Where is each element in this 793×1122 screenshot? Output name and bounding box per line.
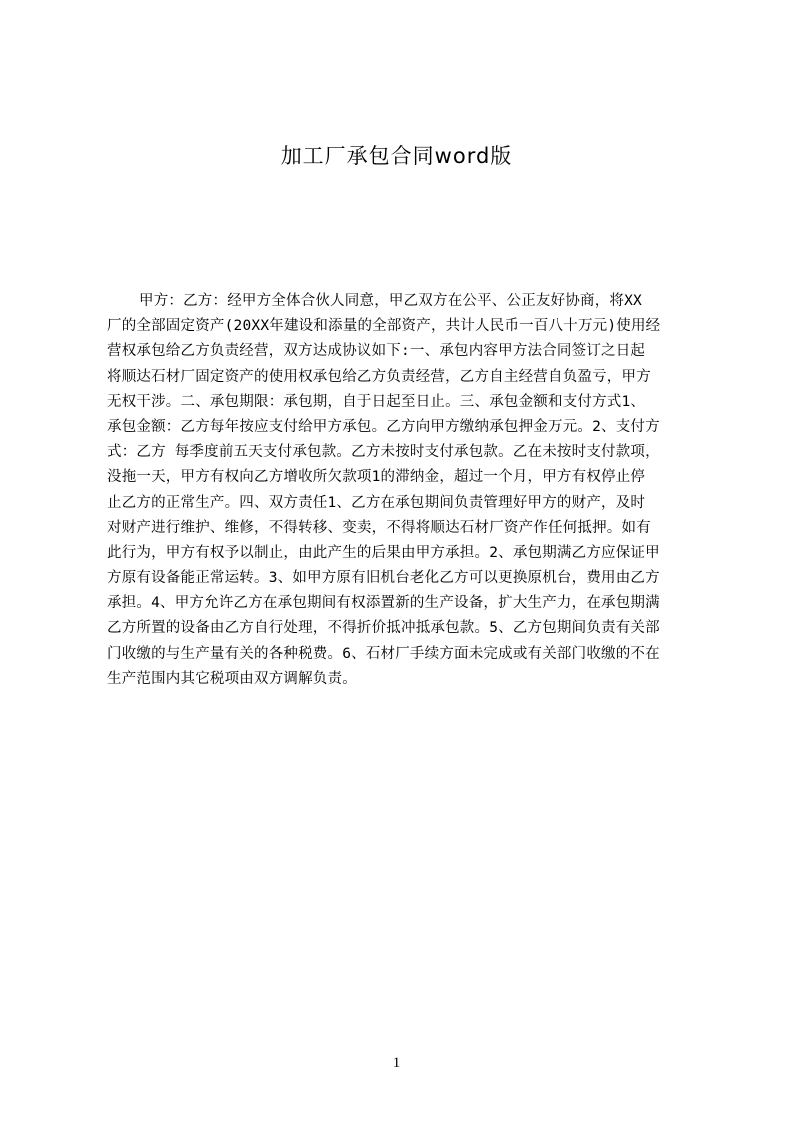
body-line: 厂的全部固定资产(20XX年建设和添量的全部资产，共计人民币一百八十万元)使用经	[107, 318, 661, 335]
body-line: 门收缴的与生产量有关的各种税费。6、石材厂手续方面未完成或有关部门收缴的不在	[107, 645, 660, 662]
body-line: 对财产进行维护、维修，不得转移、变卖，不得将顺达石材厂资产作任何抵押。如有	[107, 519, 651, 536]
body-line: 甲方：乙方：经甲方全体合伙人同意，甲乙双方在公平、公正友好协商，将XX	[139, 293, 642, 309]
body-line: 承担。4、甲方允许乙方在承包期间有权添置新的生产设备，扩大生产力，在承包期满	[107, 595, 660, 612]
contract-body	[107, 289, 699, 721]
body-line: 生产范围内其它税项由双方调解负责。	[107, 670, 357, 687]
body-line: 方原有设备能正常运转。3、如甲方原有旧机台老化乙方可以更换原机台，费用由乙方	[107, 570, 660, 587]
body-line: 此行为，甲方有权予以制止，由此产生的后果由甲方承担。2、承包期满乙方应保证甲	[107, 544, 660, 561]
body-line: 乙方所置的设备由乙方自行处理，不得折价抵冲抵承包款。5、乙方包期间负责有关部	[107, 620, 660, 637]
page-number: 1	[392, 1055, 401, 1071]
body-line: 止乙方的正常生产。四、双方责任1、乙方在承包期间负责管理好甲方的财产，及时	[107, 494, 646, 511]
body-line: 式：乙方 每季度前五天支付承包款。乙方未按时支付承包款。乙在未按时支付款项，	[107, 444, 660, 461]
body-line: 营权承包给乙方负责经营，双方达成协议如下:一、承包内容甲方法合同签订之日起	[107, 343, 646, 360]
body-line: 无权干涉。二、承包期限：承包期，自于日起至日止。三、承包金额和支付方式1、	[107, 393, 646, 410]
body-line: 没拖一天，甲方有权向乙方增收所欠款项1的滞纳金，超过一个月，甲方有权停止停	[107, 469, 646, 486]
body-line: 承包金额：乙方每年按应支付给甲方承包。乙方向甲方缴纳承包押金万元。2、支付方	[107, 418, 660, 435]
body-line: 将顺达石材厂固定资产的使用权承包给乙方负责经营，乙方自主经营自负盈亏，甲方	[107, 368, 651, 385]
document-title: 加工厂承包合同word版	[280, 144, 513, 168]
